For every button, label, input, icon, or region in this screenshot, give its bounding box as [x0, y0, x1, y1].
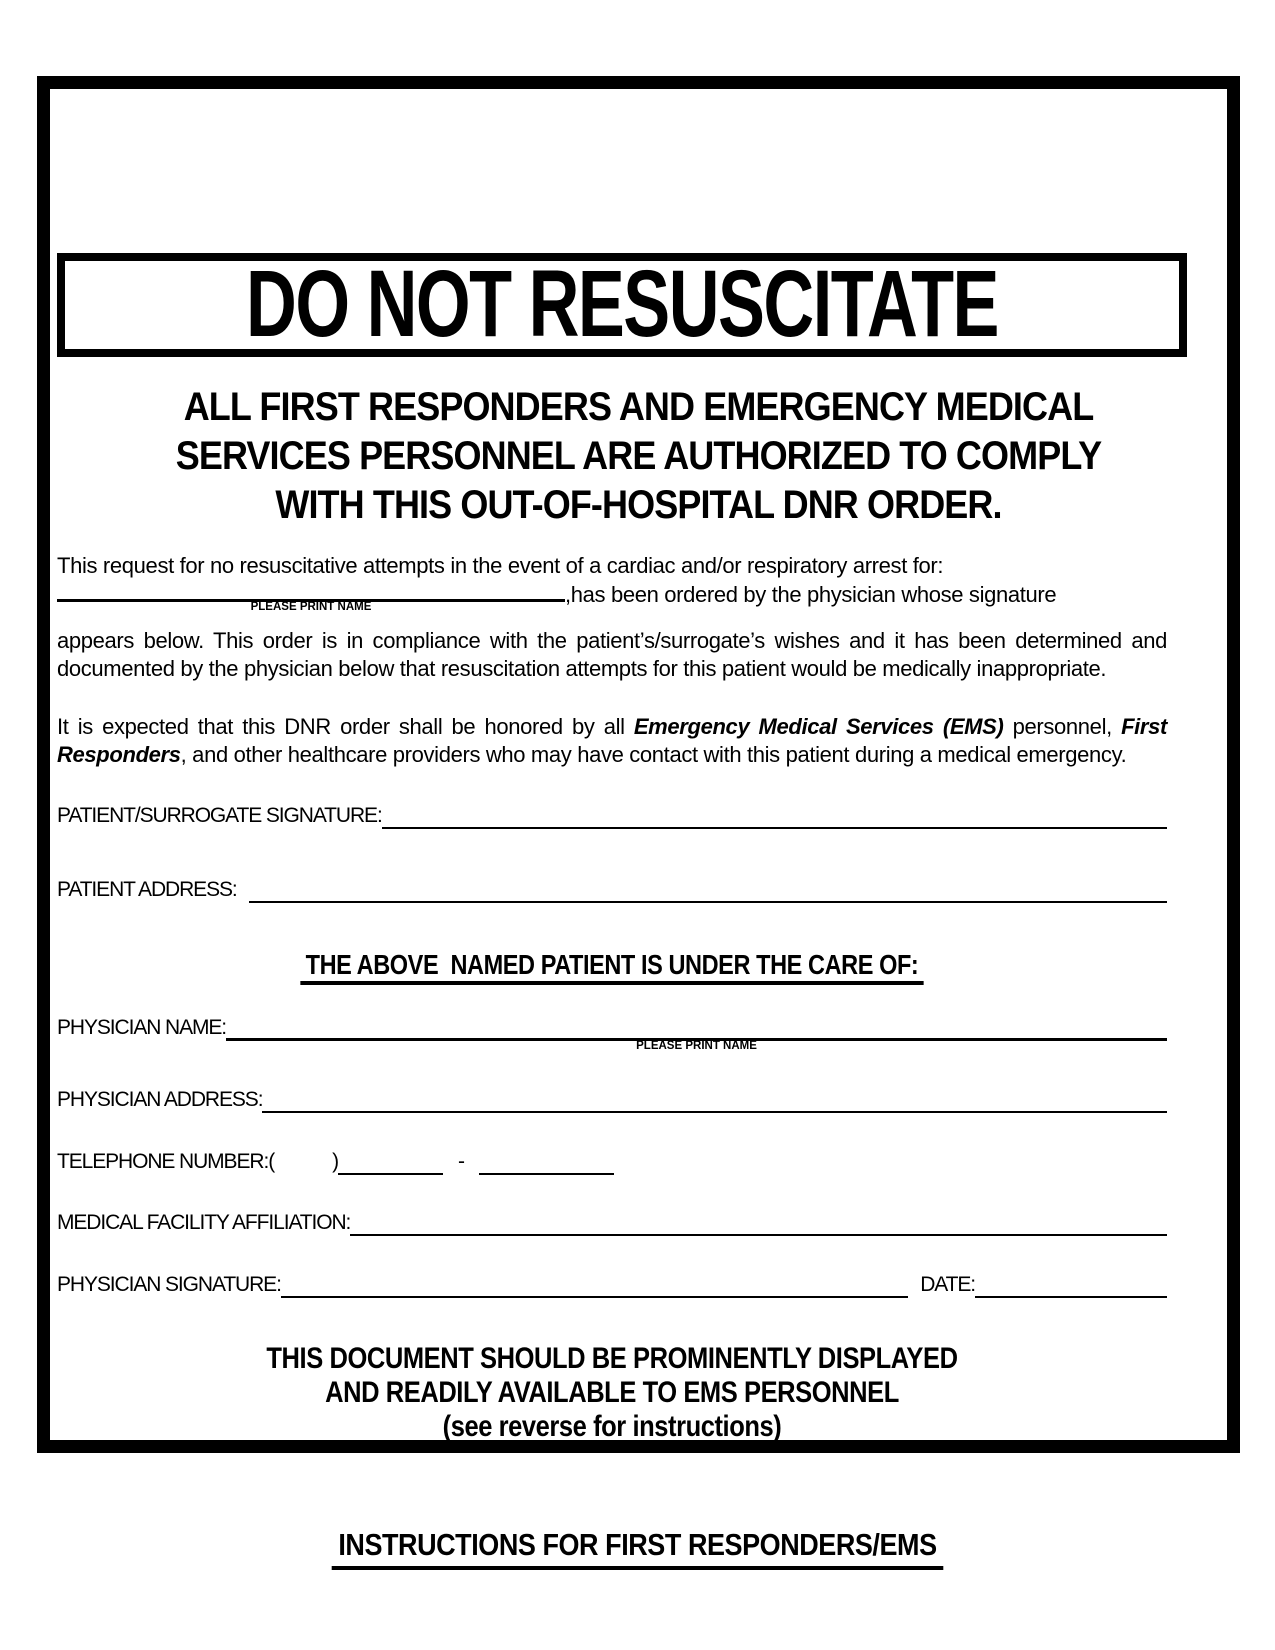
care-heading-wrap: [146, 951, 1078, 985]
form-outer-border: [37, 76, 1240, 1453]
telephone-suffix-fill-line[interactable]: [479, 1149, 614, 1175]
date-fill-line[interactable]: [975, 1272, 1167, 1298]
physician-name-label: PHYSICIAN NAME:: [57, 1016, 227, 1039]
physician-address-row: [57, 1083, 1167, 1113]
physician-name-fill-line[interactable]: [226, 1015, 1167, 1052]
form-body: [57, 552, 1167, 1444]
request-paragraph-line2: [57, 580, 1167, 613]
authorization-heading-line2: SERVICES PERSONNEL ARE AUTHORIZED TO COMPLY: [175, 434, 1102, 478]
expectation-responders-bold: First Responders: [57, 714, 1167, 767]
patient-address-row: [57, 873, 1167, 903]
expectation-paragraph: [57, 713, 1167, 769]
physician-address-fill-line[interactable]: [262, 1087, 1167, 1113]
physician-signature-row: [57, 1268, 1167, 1298]
care-of-heading: THE ABOVE NAMED PATIENT IS UNDER THE CARE OF:: [301, 951, 924, 985]
patient-signature-row: [57, 799, 1167, 829]
authorization-heading: [109, 383, 1168, 530]
display-notice-line2: AND READILY AVAILABLE TO EMS PERSONNEL: [325, 1376, 899, 1409]
expectation-part3: personnel,: [1003, 714, 1122, 739]
date-label: DATE:: [920, 1273, 975, 1296]
dnr-banner-box: [57, 253, 1187, 357]
request-paragraph-continuation: appears below. This order is in compliance with the patient’s/surrogate’s wishes and it has been determined and documented by the physician below that resuscitation attempts for this patient would be medically inappropriate.: [57, 628, 1167, 681]
expectation-part5: , and other healthcare providers who may have contact with this patient during a medical emergency.: [180, 742, 1127, 767]
authorization-heading-line1: ALL FIRST RESPONDERS AND EMERGENCY MEDICAL: [183, 385, 1094, 429]
physician-signature-label: PHYSICIAN SIGNATURE:: [57, 1273, 281, 1296]
dnr-banner-title: DO NOT RESUSCITATE: [246, 251, 998, 357]
medical-facility-fill-line[interactable]: [350, 1210, 1167, 1236]
request-paragraph-after-blank: ,has been ordered by the physician whose signature: [565, 582, 1057, 607]
medical-facility-label: MEDICAL FACILITY AFFILIATION:: [57, 1211, 351, 1234]
instructions-heading: INSTRUCTIONS FOR FIRST RESPONDERS/EMS: [331, 1527, 943, 1570]
telephone-row: [57, 1145, 1167, 1175]
authorization-heading-line3: WITH THIS OUT-OF-HOSPITAL DNR ORDER.: [275, 483, 1002, 527]
patient-signature-fill-line[interactable]: [382, 803, 1167, 829]
telephone-close-paren: ): [332, 1150, 338, 1173]
physician-name-row: [57, 1011, 1167, 1052]
please-print-name-caption: PLEASE PRINT NAME: [250, 601, 372, 613]
telephone-prefix-fill-line[interactable]: [338, 1149, 443, 1175]
patient-address-fill-line[interactable]: [249, 877, 1167, 903]
telephone-dash: -: [458, 1150, 464, 1173]
physician-signature-fill-line[interactable]: [281, 1272, 908, 1298]
telephone-open-paren: (: [268, 1150, 275, 1173]
display-notice-line3: (see reverse for instructions): [442, 1410, 782, 1443]
telephone-label: TELEPHONE NUMBER:: [57, 1150, 269, 1173]
medical-facility-row: [57, 1206, 1167, 1236]
physician-please-print-name-caption: PLEASE PRINT NAME: [636, 1040, 757, 1052]
display-notice: [140, 1342, 1084, 1444]
patient-signature-label: PATIENT/SURROGATE SIGNATURE:: [57, 804, 382, 827]
physician-address-label: PHYSICIAN ADDRESS:: [57, 1088, 263, 1111]
expectation-part1: It is expected that this DNR order shall be honored by all: [57, 714, 634, 739]
instructions-heading-wrap: [83, 1527, 1192, 1570]
request-paragraph-line1: This request for no resuscitative attempts in the event of a cardiac and/or respiratory arrest for:: [57, 553, 944, 578]
patient-address-label: PATIENT ADDRESS:: [57, 878, 237, 901]
expectation-ems-bold: Emergency Medical Services (EMS): [633, 714, 1004, 739]
patient-name-fill-line[interactable]: [57, 580, 565, 613]
display-notice-line1: THIS DOCUMENT SHOULD BE PROMINENTLY DISPLAYED: [266, 1342, 958, 1375]
